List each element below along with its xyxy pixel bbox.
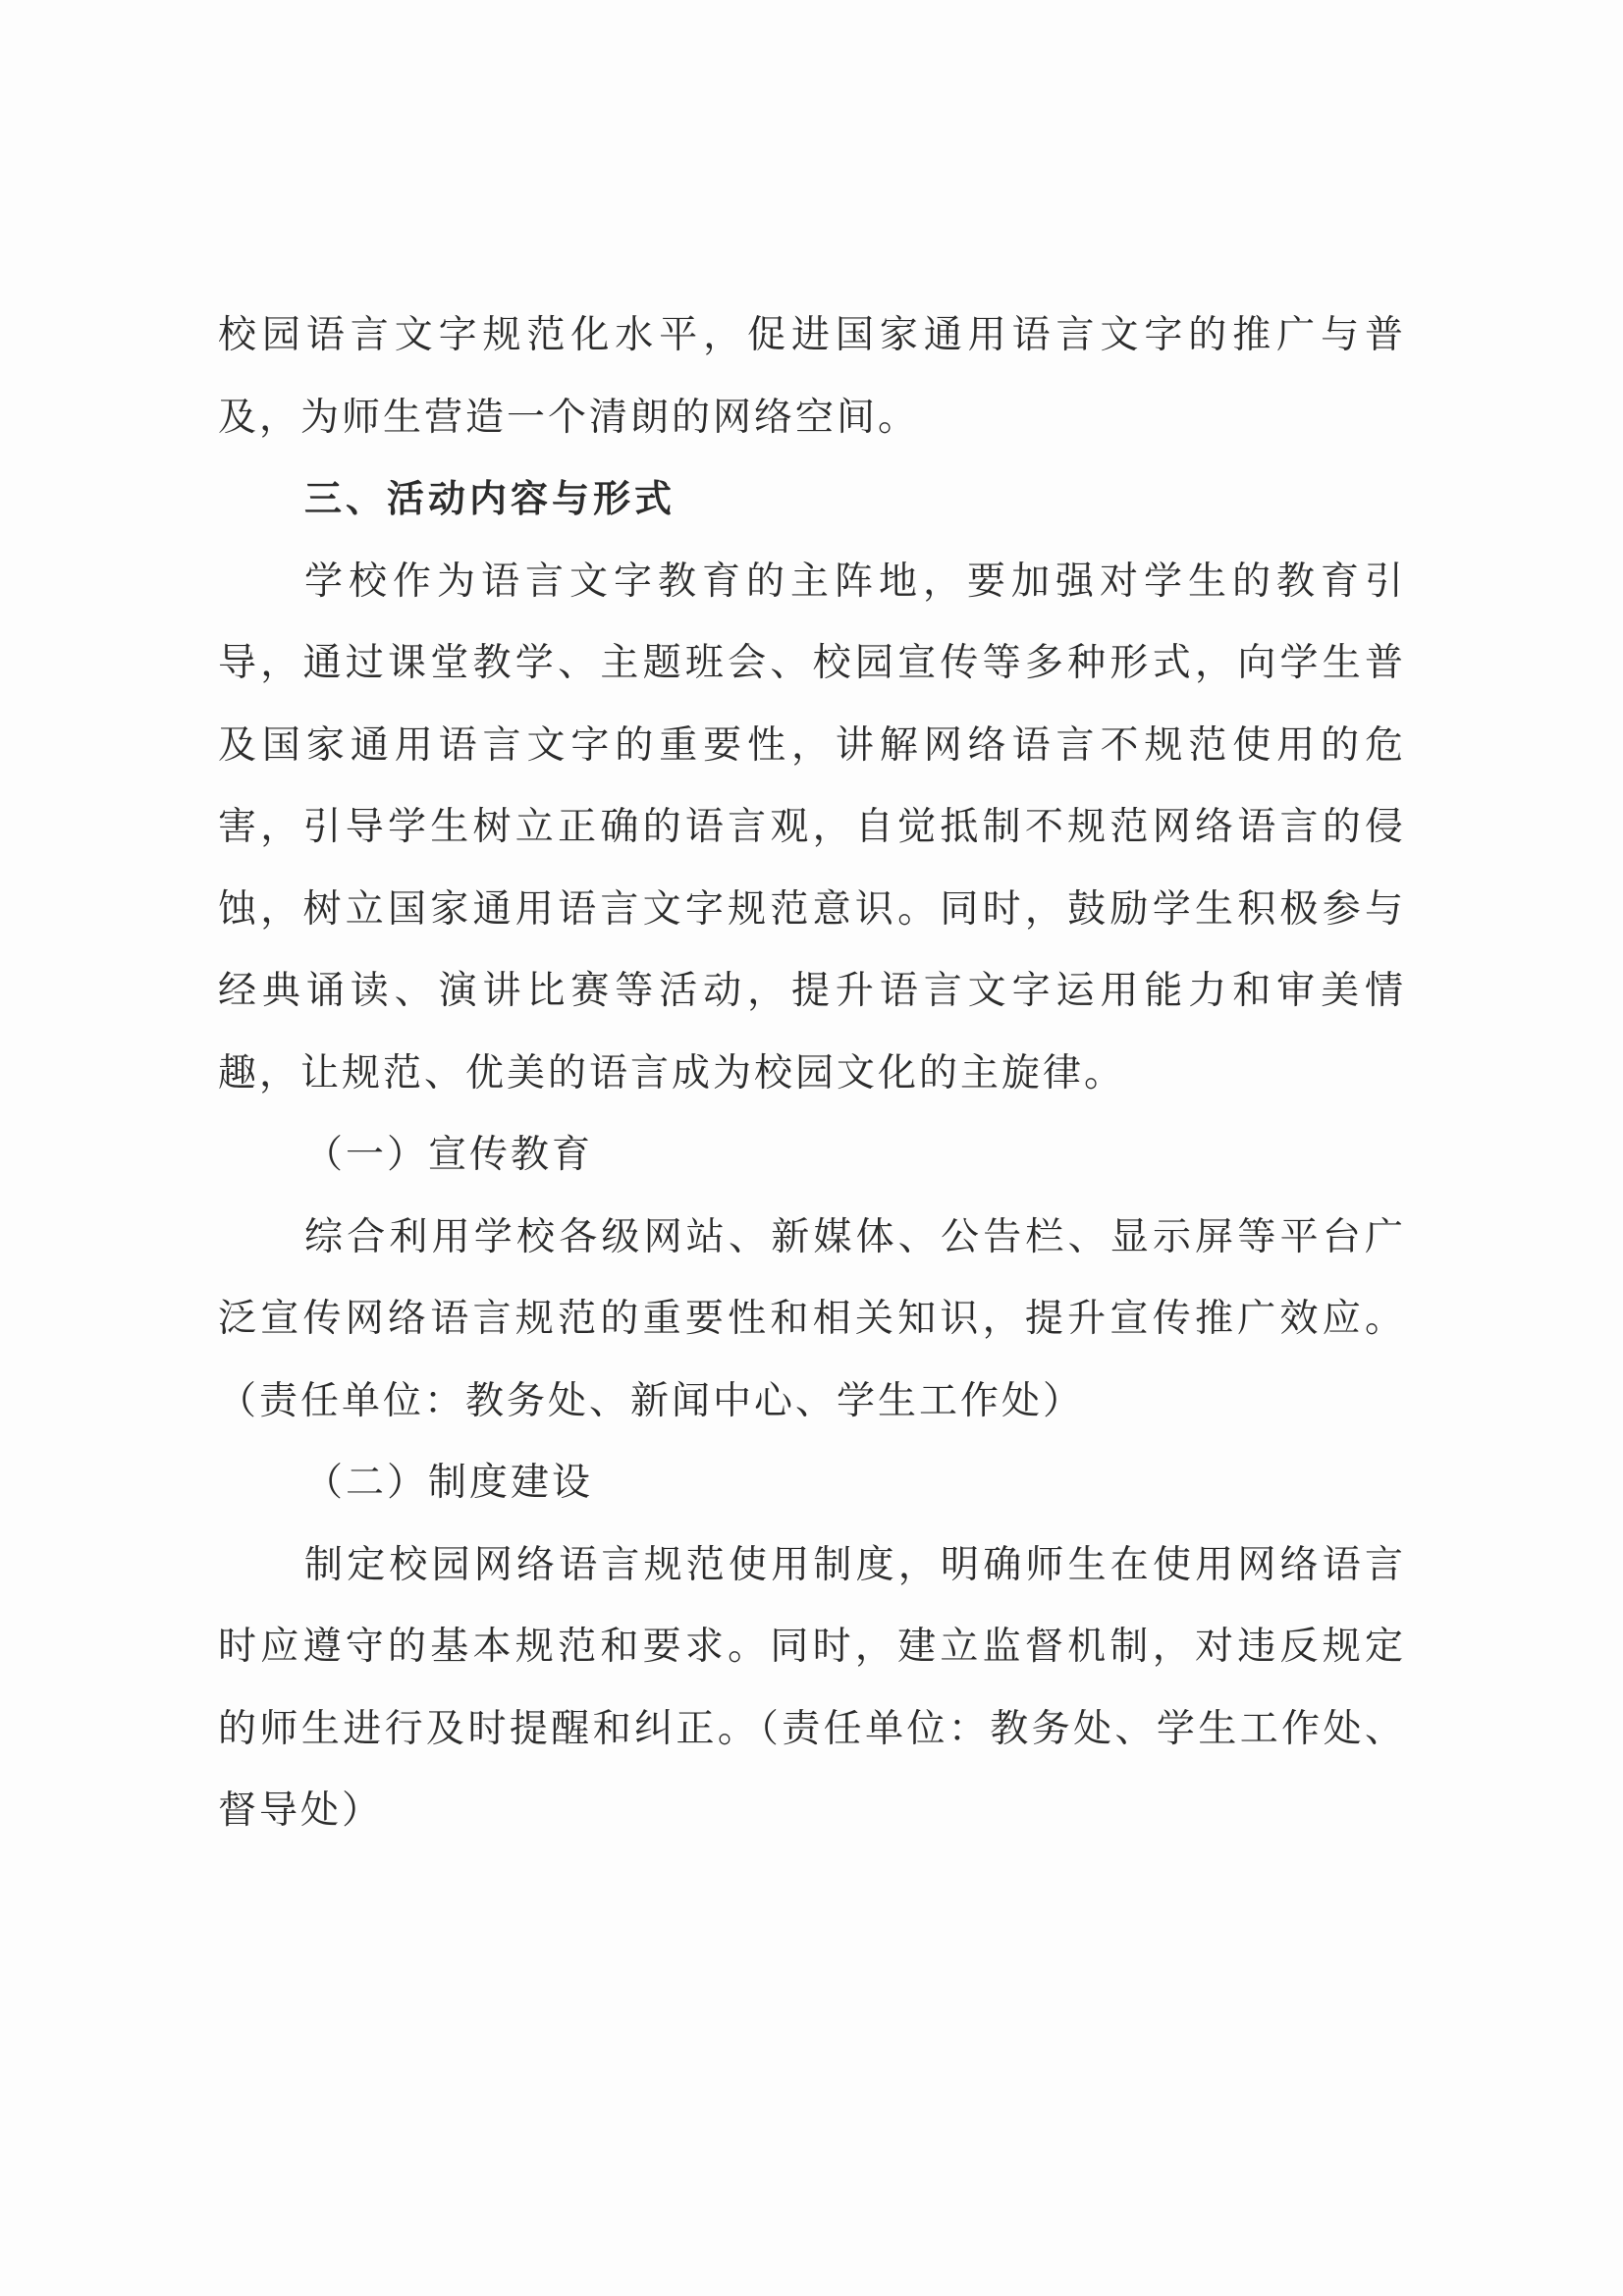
subheading-system-building: （二）制度建设 bbox=[304, 1461, 594, 1505]
document-body bbox=[218, 294, 1406, 1852]
body-paragraph-continued: 校园语言文字规范化水平，促进国家通用语言文字的推广与普及，为师生营造一个清朗的网络空间。 bbox=[218, 313, 1406, 440]
section-heading-activity-content: 三、活动内容与形式 bbox=[304, 477, 676, 520]
body-paragraph-publicity: 综合利用学校各级网站、新媒体、公告栏、显示屏等平台广泛宣传网络语言规范的重要性和相关知识，提升宣传推广效应。（责任单位：教务处、新闻中心、学生工作处） bbox=[218, 1214, 1406, 1423]
subheading-publicity-education: （一）宣传教育 bbox=[304, 1133, 594, 1177]
body-paragraph-education-guidance: 学校作为语言文字教育的主阵地，要加强对学生的教育引导，通过课堂教学、主题班会、校园宣传等多种形式，向学生普及国家通用语言文字的重要性，讲解网络语言不规范使用的危害，引导学生树立正确的语言观，自觉抵制不规范网络语言的侵蚀，树立国家通用语言文字规范意识。同时，鼓励学生积极参与经典诵读、演讲比赛等活动，提升语言文字运用能力和审美情趣，让规范、优美的语言成为校园文化的主旋律。 bbox=[218, 559, 1406, 1095]
body-paragraph-system: 制定校园网络语言规范使用制度，明确师生在使用网络语言时应遵守的基本规范和要求。同时，建立监督机制，对违反规定的师生进行及时提醒和纠正。（责任单位：教务处、学生工作处、督导处） bbox=[218, 1542, 1406, 1833]
